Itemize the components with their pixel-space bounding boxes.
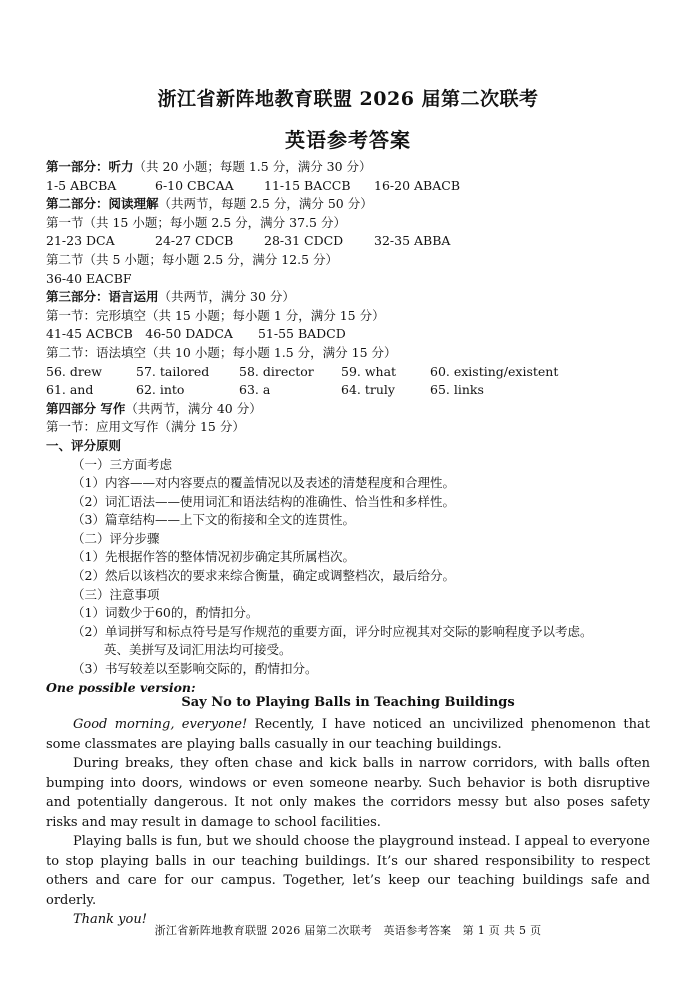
answer-group: 11-15 BACCB <box>264 177 351 193</box>
grading-item: （3）篇章结构——上下文的衔接和全文的连贯性。 <box>72 512 355 528</box>
answer-group: 24-27 CDCB <box>155 233 234 249</box>
part3-section1: 第一节：完形填空（共 15 小题；每小题 1 分，满分 15 分） <box>46 307 385 323</box>
part1-info: （共 20 小题；每题 1.5 分，满分 30 分） <box>133 159 372 174</box>
essay-paragraph-text: Recently, I have noticed an uncivilized phenomenon that some classmates are playing balls casually in our teaching buildings. <box>46 717 650 752</box>
grammar-answer: 60. existing/existent <box>430 363 559 379</box>
part3-heading: 第三部分：语言运用 <box>46 289 159 305</box>
grammar-answer: 59. what <box>341 363 397 379</box>
grading-item: （2）单词拼写和标点符号是写作规范的重要方面，评分时应视其对交际的影响程度予以考虑。 <box>72 623 593 639</box>
document-subtitle: 英语参考答案 <box>285 128 411 152</box>
grammar-answers-row-1 <box>46 363 656 382</box>
sample-label: One possible version: <box>46 679 196 695</box>
part2-section1: 第一节（共 15 小题；每小题 2.5 分，满分 37.5 分） <box>46 214 346 230</box>
part3-section2: 第二节：语法填空（共 10 小题；每小题 1.5 分，满分 15 分） <box>46 344 397 360</box>
answer-group: 32-35 ABBA <box>374 233 451 249</box>
essay-closing: Thank you! <box>73 912 147 927</box>
part1-header <box>46 158 656 177</box>
essay-paragraph: During breaks, they often chase and kick balls in narrow corridors, with balls often bumping into doors, windows or even someone nearby. Such behavior is both disruptive and potentially dangerous. It not only makes the corridors messy but also poses safety risks and may result in damage to school facilities. <box>46 756 650 830</box>
grading-subheading: （三）注意事项 <box>72 586 160 602</box>
part1-answers <box>46 177 656 196</box>
part3-section1-answers: 41-45 ACBCB 46-50 DADCA 51-55 BADCD <box>46 326 346 342</box>
part1-heading: 第一部分：听力 <box>46 159 134 174</box>
grading-item: （1）先根据作答的整体情况初步确定其所属档次。 <box>72 549 355 565</box>
grading-item: （1）词数少于60的，酌情扣分。 <box>72 605 259 621</box>
answer-group: 21-23 DCA <box>46 233 115 249</box>
grammar-answer: 57. tailored <box>136 363 210 379</box>
part3-header <box>46 288 656 307</box>
part2-header <box>46 195 656 214</box>
grammar-answer: 58. director <box>239 363 314 379</box>
grading-subheading: （一）三方面考虑 <box>72 456 173 472</box>
document-title: 浙江省新阵地教育联盟 2026 届第二次联考 <box>157 88 539 110</box>
part4-info: （共两节，满分 40 分） <box>125 400 262 416</box>
essay-title: Say No to Playing Balls in Teaching Buildings <box>181 695 515 710</box>
grammar-answer: 64. truly <box>341 382 395 398</box>
answer-section <box>46 158 656 697</box>
part2-section2: 第二节（共 5 小题；每小题 2.5 分，满分 12.5 分） <box>46 251 339 267</box>
essay-greeting: Good morning, everyone! <box>73 717 248 732</box>
grading-heading: 一、评分原则 <box>46 437 122 453</box>
grammar-answers-row-2 <box>46 381 656 400</box>
grammar-answer: 65. links <box>430 382 484 398</box>
grading-item: （2）词汇语法——使用词汇和语法结构的准确性、恰当性和多样性。 <box>72 493 455 509</box>
part2-heading: 第二部分：阅读理解 <box>46 196 159 212</box>
answer-group: 6-10 CBCAA <box>155 177 234 193</box>
sample-essay <box>46 715 650 930</box>
page-footer: 浙江省新阵地教育联盟 2026 届第二次联考 英语参考答案 第 1 页 共 5 页 <box>154 924 542 937</box>
answer-group: 28-31 CDCD <box>264 233 344 249</box>
part2-info: （共两节，每题 2.5 分，满分 50 分） <box>158 196 373 212</box>
grading-item-continued: 英、美拼写及词汇用法均可接受。 <box>104 642 292 658</box>
grammar-answer: 56. drew <box>46 363 102 379</box>
grammar-answer: 62. into <box>136 382 185 398</box>
answer-group: 16-20 ABACB <box>374 177 460 193</box>
grading-item: （3）书写较差以至影响交际的，酌情扣分。 <box>72 661 318 677</box>
part4-section1: 第一节：应用文写作（满分 15 分） <box>46 419 245 435</box>
part4-heading: 第四部分 写作 <box>46 400 126 416</box>
part3-info: （共两节，满分 30 分） <box>158 289 295 305</box>
grading-item: （1）内容——对内容要点的覆盖情况以及表述的清楚程度和合理性。 <box>72 475 455 491</box>
grammar-answer: 61. and <box>46 382 94 398</box>
answer-group: 1-5 ABCBA <box>46 177 117 193</box>
grammar-answer: 63. a <box>239 382 271 398</box>
part2-section2-answers: 36-40 EACBF <box>46 270 132 286</box>
essay-paragraph <box>46 715 650 754</box>
part2-section1-answers <box>46 232 656 251</box>
grading-item: （2）然后以该档次的要求来综合衡量，确定或调整档次，最后给分。 <box>72 568 455 584</box>
grading-subheading: （二）评分步骤 <box>72 530 160 546</box>
part4-header <box>46 400 656 419</box>
essay-paragraph: Playing balls is fun, but we should choose the playground instead. I appeal to everyone to stop playing balls in our teaching buildings. It’s our shared responsibility to respect others and care for our campus. Together, let’s keep our teaching buildings safe and orderly. <box>46 834 650 908</box>
